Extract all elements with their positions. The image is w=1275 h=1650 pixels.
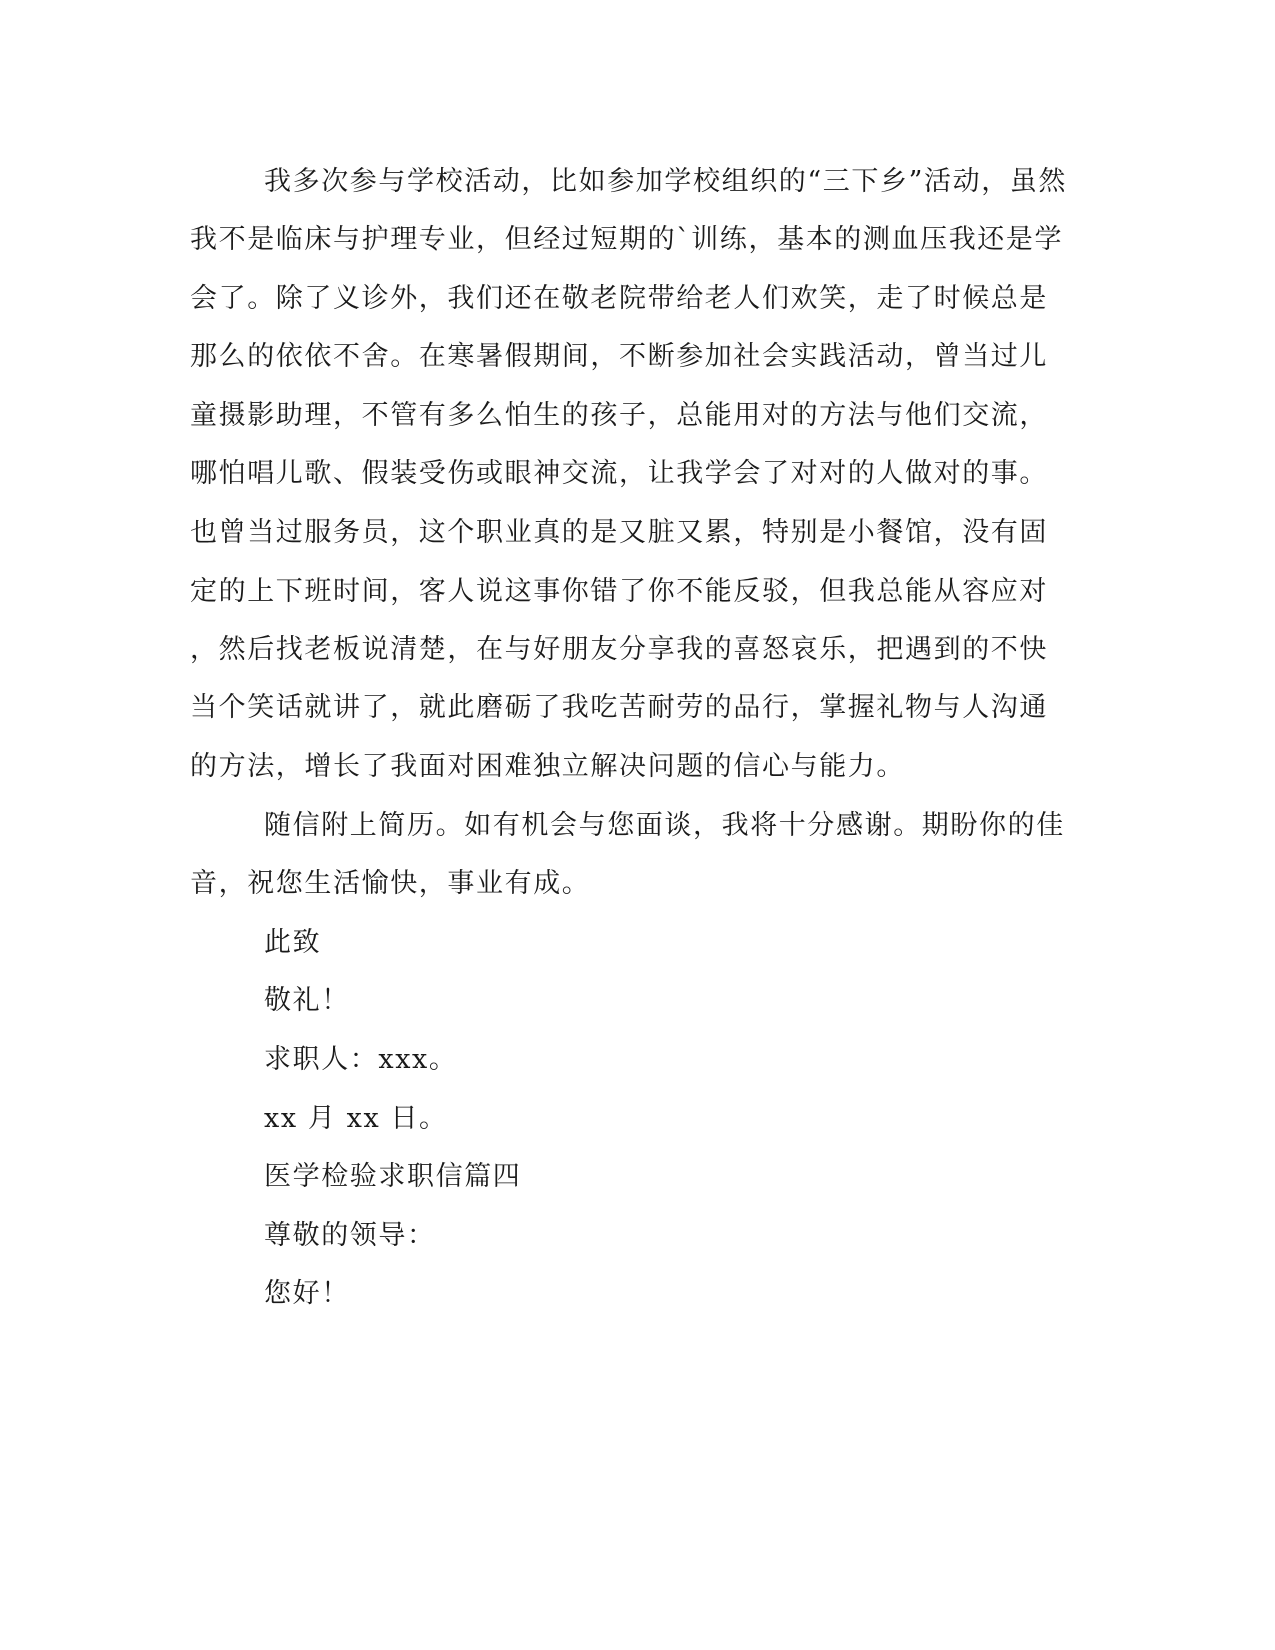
hello-line: 您好！	[264, 1278, 350, 1309]
paragraph-line: 童摄影助理，不管有多么怕生的孩子，总能用对的方法与他们交流，	[190, 400, 1048, 431]
paragraph-line: 那么的依依不舍。在寒暑假期间，不断参加社会实践活动，曾当过儿	[190, 341, 1048, 372]
closing-respect: 敬礼！	[264, 985, 350, 1016]
paragraph-line: 当个笑话就讲了，就此磨砺了我吃苦耐劳的品行，掌握礼物与人沟通	[190, 692, 1048, 723]
paragraph-line: 会了。除了义诊外，我们还在敬老院带给老人们欢笑，走了时候总是	[190, 283, 1048, 314]
paragraph-line: 音，祝您生活愉快，事业有成。	[190, 868, 591, 899]
applicant-name: 求职人：xxx。	[264, 1044, 458, 1075]
closing-salutation: 此致	[264, 927, 322, 958]
paragraph-line: 随信附上简历。如有机会与您面谈，我将十分感谢。期盼你的佳	[264, 810, 1065, 841]
greeting: 尊敬的领导：	[264, 1220, 436, 1251]
section-title: 医学检验求职信篇四	[264, 1161, 522, 1192]
paragraph-line: 的方法，增长了我面对困难独立解决问题的信心与能力。	[190, 751, 905, 782]
paragraph-line: 我不是临床与护理专业，但经过短期的`训练，基本的测血压我还是学	[190, 224, 1064, 255]
paragraph-line: ，然后找老板说清楚，在与好朋友分享我的喜怒哀乐，把遇到的不快	[190, 634, 1048, 665]
letter-date: xx 月 xx 日。	[264, 1103, 448, 1134]
paragraph-line: 也曾当过服务员，这个职业真的是又脏又累，特别是小餐馆，没有固	[190, 517, 1048, 548]
paragraph-line: 哪怕唱儿歌、假装受伤或眼神交流，让我学会了对对的人做对的事。	[190, 458, 1048, 489]
paragraph-line: 定的上下班时间，客人说这事你错了你不能反驳，但我总能从容应对	[190, 576, 1048, 607]
paragraph-line: 我多次参与学校活动，比如参加学校组织的“三下乡”活动，虽然	[264, 166, 1068, 197]
